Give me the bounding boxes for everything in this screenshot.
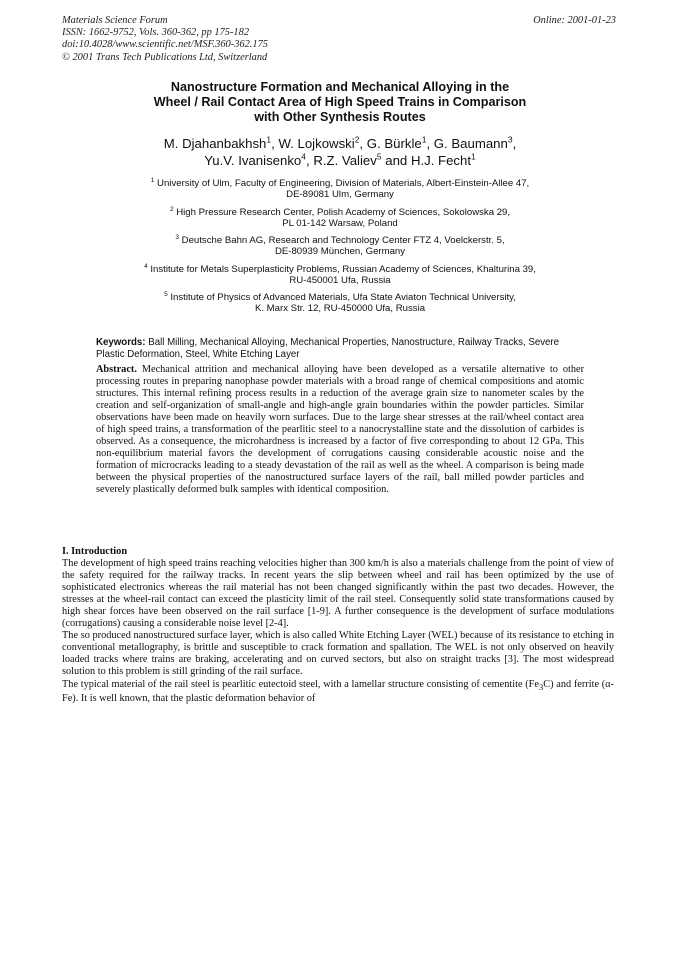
affiliation [100, 264, 580, 287]
section-heading: I. Introduction [62, 546, 128, 557]
affil-line: DE-80939 München, Germany [274, 246, 406, 258]
author: M. Djahanbakhsh [163, 136, 267, 151]
author-list [90, 136, 590, 169]
issn-line: ISSN: 1662-9752, Vols. 360-362, pp 175-182 [62, 27, 250, 39]
keywords-label: Keywords: [96, 337, 146, 348]
title-line: with Other Synthesis Routes [254, 110, 426, 124]
abstract-section [96, 364, 584, 497]
author: W. Lojkowski [278, 136, 355, 151]
author: G. Baumann [433, 136, 508, 151]
affiliation [100, 292, 580, 315]
affil-mark: 1 [471, 151, 476, 162]
affil-mark: 5 [376, 151, 382, 162]
affil-mark: 3 [507, 134, 513, 145]
affil-mark: 1 [421, 134, 427, 145]
affil-line: RU-450001 Ufa, Russia [289, 274, 391, 286]
author: G. Bürkle [366, 136, 422, 151]
copyright-line: © 2001 Trans Tech Publications Ltd, Switzerland [62, 51, 268, 63]
author-line: Yu.V. Ivanisenko$^4$, R.Z. Valiev$^5$ and H.J. Fecht$^1$ [204, 151, 476, 168]
affiliation [100, 235, 580, 258]
keywords-section [96, 337, 586, 360]
paragraph-text: C) and ferrite (α-Fe). It is well known, that the plastic deformation behavior of [62, 678, 614, 704]
paragraph-text: The typical material of the rail steel is pearlitic eutectoid steel, with a lamellar structure consisting of cementite (Fe [62, 678, 539, 690]
author: H.J. Fecht [410, 152, 472, 168]
affil-line: PL 01-142 Warsaw, Poland [282, 217, 398, 229]
affil-line: Institute for Metals Superplasticity Problems, Russian Academy of Sciences, Khalturina 39, [150, 263, 536, 275]
affil-number: 2 [169, 205, 174, 213]
affiliation [100, 178, 580, 201]
paragraph: The development of high speed trains reaching velocities higher than 300 km/h is also a materials challenge from the point of view of the safety required for the railway tracks. In recent years the slip between wheel and rail has been optimized by the use of sophisticated electronics whereas the rail material has not been changed significantly within the past two decades. However, the stresses at the wheel-rail contact can exceed the plasticity limit of the rail steel. Consequently solid state transformations caused by high shear forces have been observed on the rail surface [1-9]. A further consequence is the development of surface modulations (corrugations) causing a considerable noise level [2-4]. [62, 558, 614, 630]
author-conjunction: and [385, 152, 408, 168]
affil-line: K. Marx Str. 12, RU-450000 Ufa, Russia [254, 303, 426, 315]
affil-line: High Pressure Research Center, Polish Academy of Sciences, Sokolowska 29, [176, 206, 511, 218]
title-line: Nanostructure Formation and Mechanical Alloying in the [170, 80, 510, 94]
affil-line: Institute of Physics of Advanced Materials, Ufa State Aviaton Technical University, [170, 292, 516, 303]
journal-name: Materials Science Forum [62, 15, 168, 26]
paper-title [90, 80, 590, 125]
doi-link[interactable]: doi:10.4028/www.scientific.net/MSF.360-362.175 [62, 39, 268, 51]
introduction-section [62, 546, 614, 705]
title-line: Wheel / Rail Contact Area of High Speed Trains in Comparison [153, 95, 527, 109]
affiliation-list [100, 178, 580, 321]
journal-header [62, 15, 422, 64]
keywords-text: Ball Milling, Mechanical Alloying, Mechanical Properties, Nanostructure, Railway Tracks, Severe Plastic Deformation, Steel, White Etching Layer [96, 337, 560, 360]
abstract-label: Abstract. [96, 364, 137, 375]
paragraph: The so produced nanostructured surface layer, which is also called White Etching Layer (WEL) because of its resistance to etching in conventional metallography, is brittle and susceptible to crack formation and spallation. The WEL is not only observed on heavily loaded tracks where trains are braking, accelerating and on curved sectors, but also on straight tracks [3]. The most widespread solution to this problem is still grinding of the rail surface. [62, 630, 614, 678]
affil-line: University of Ulm, Faculty of Engineering, Division of Materials, Albert-Einstein-Allee 47, [157, 178, 530, 189]
subscript: 3 [538, 681, 544, 692]
affil-line: Deutsche Bahn AG, Research and Technology Center FTZ 4, Voelckerstr. 5, [181, 235, 505, 246]
author: R.Z. Valiev [313, 152, 377, 168]
author-line: M. Djahanbakhsh$^1$, W. Lojkowski$^2$, G. Bürkle$^1$, G. Baumann$^3$, [163, 134, 517, 151]
affil-line: DE-89081 Ulm, Germany [286, 189, 394, 201]
paragraph [62, 679, 614, 705]
affil-number: 4 [144, 262, 148, 270]
affil-mark: 1 [266, 134, 272, 145]
affil-mark: 2 [354, 134, 360, 145]
affil-number: 3 [175, 233, 179, 241]
affil-number: 5 [164, 290, 168, 298]
affil-number: 1 [150, 176, 155, 184]
online-date: Online: 2001-01-23 [533, 15, 616, 26]
affiliation [100, 207, 580, 230]
affil-mark: 4 [301, 151, 306, 162]
author: Yu.V. Ivanisenko [204, 152, 302, 168]
abstract-text: Mechanical attrition and mechanical alloying have been developed as a versatile alternative to other processing routes in preparing nanophase powder materials with a broad range of chemical compositions and atomic structures. This internal refining process results in a reduction of the average grain size to nanometer scales by the creation and self-organization of small-angle and high-angle grain boundaries within the powder particles. Similar observations have been made on heavily worn surfaces. Due to the large shear stresses at the rail/wheel contact area of high speed trains, a transformation of the pearlitic steel to a nanocrystalline state and the dissolution of carbides is observed. As a consequence, the microhardness is increased by a factor of five corresponding to about 12 GPa. This non-equilibrium material favors the development of corrugations causing considerable acoustic noise and the formation of microcracks leading to a steady devastation of the rail as well as the wheel. A comparison is being made between the physical properties of the nanostructured surface layers of the rail, ball milled powder particles and severely plastically deformed bulk samples with identical composition. [96, 364, 585, 496]
